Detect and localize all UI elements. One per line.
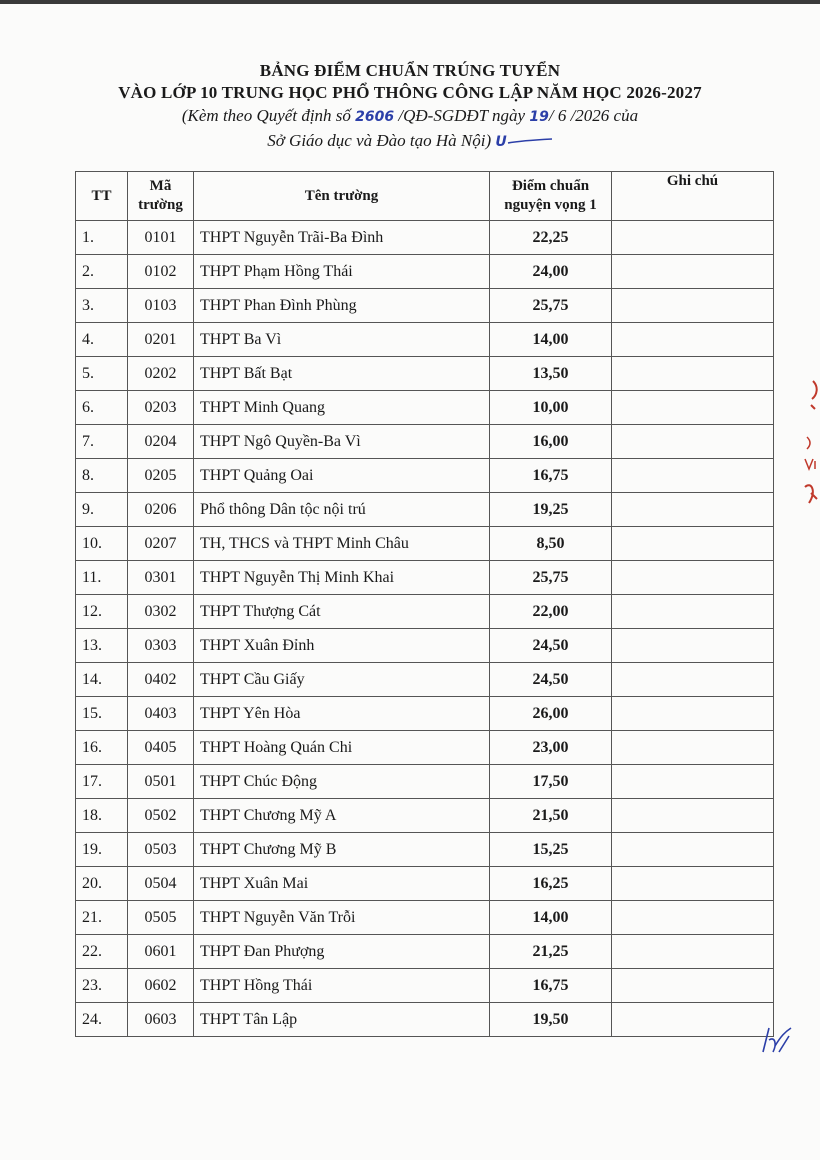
table-row	[76, 357, 774, 391]
handwritten-signature-mark: U	[495, 134, 507, 150]
table-row	[76, 765, 774, 799]
note-cell	[612, 663, 774, 697]
table-row	[76, 459, 774, 493]
cutoff-score: 14,00	[490, 323, 612, 357]
note-cell	[612, 901, 774, 935]
row-index: 19.	[76, 833, 128, 867]
row-index: 16.	[76, 731, 128, 765]
note-cell	[612, 697, 774, 731]
table-row	[76, 1003, 774, 1037]
school-code: 0303	[128, 629, 194, 663]
school-code: 0601	[128, 935, 194, 969]
school-code: 0302	[128, 595, 194, 629]
row-index: 22.	[76, 935, 128, 969]
school-name: THPT Ngô Quyền-Ba Vì	[194, 425, 490, 459]
note-cell	[612, 391, 774, 425]
row-index: 13.	[76, 629, 128, 663]
school-name: THPT Chương Mỹ A	[194, 799, 490, 833]
margin-stamp-marks	[795, 375, 820, 515]
cutoff-score: 26,00	[490, 697, 612, 731]
school-name: THPT Bất Bạt	[194, 357, 490, 391]
cutoff-score: 8,50	[490, 527, 612, 561]
note-cell	[612, 1003, 774, 1037]
school-code: 0205	[128, 459, 194, 493]
school-code: 0501	[128, 765, 194, 799]
school-name: THPT Tân Lập	[194, 1003, 490, 1037]
table-row	[76, 731, 774, 765]
row-index: 24.	[76, 1003, 128, 1037]
row-index: 8.	[76, 459, 128, 493]
cutoff-score: 23,00	[490, 731, 612, 765]
school-code: 0301	[128, 561, 194, 595]
note-cell	[612, 595, 774, 629]
row-index: 6.	[76, 391, 128, 425]
handwritten-initials-icon	[755, 1022, 795, 1058]
school-code: 0502	[128, 799, 194, 833]
row-index: 11.	[76, 561, 128, 595]
row-index: 3.	[76, 289, 128, 323]
school-code: 0403	[128, 697, 194, 731]
subtitle-issuer: Sở Giáo dục và Đào tạo Hà Nội)	[267, 131, 492, 150]
table-row	[76, 833, 774, 867]
row-index: 5.	[76, 357, 128, 391]
table-row	[76, 425, 774, 459]
table-row	[76, 527, 774, 561]
cutoff-score: 10,00	[490, 391, 612, 425]
note-cell	[612, 561, 774, 595]
table-header-row	[76, 172, 774, 221]
note-cell	[612, 493, 774, 527]
cutoff-score: 25,75	[490, 289, 612, 323]
school-code: 0103	[128, 289, 194, 323]
school-code: 0503	[128, 833, 194, 867]
cutoff-score: 16,00	[490, 425, 612, 459]
school-name: THPT Chúc Động	[194, 765, 490, 799]
header-cutoff-score: Điểm chuẩn nguyện vọng 1	[490, 172, 612, 221]
cutoff-score: 14,00	[490, 901, 612, 935]
school-name: THPT Đan Phượng	[194, 935, 490, 969]
row-index: 12.	[76, 595, 128, 629]
cutoff-score: 22,25	[490, 221, 612, 255]
note-cell	[612, 799, 774, 833]
table-row	[76, 697, 774, 731]
row-index: 23.	[76, 969, 128, 1003]
cutoff-score: 17,50	[490, 765, 612, 799]
note-cell	[612, 969, 774, 1003]
cutoff-score: 24,00	[490, 255, 612, 289]
school-name: THPT Phạm Hồng Thái	[194, 255, 490, 289]
document-header	[0, 60, 820, 154]
note-cell	[612, 323, 774, 357]
table-row	[76, 493, 774, 527]
header-tt: TT	[76, 172, 128, 221]
school-name: THPT Xuân Đỉnh	[194, 629, 490, 663]
cutoff-score: 19,50	[490, 1003, 612, 1037]
note-cell	[612, 867, 774, 901]
table-row	[76, 969, 774, 1003]
note-cell	[612, 765, 774, 799]
school-name: THPT Nguyễn Trãi-Ba Đình	[194, 221, 490, 255]
school-code: 0101	[128, 221, 194, 255]
row-index: 17.	[76, 765, 128, 799]
note-cell	[612, 731, 774, 765]
note-cell	[612, 459, 774, 493]
table-row	[76, 289, 774, 323]
school-code: 0207	[128, 527, 194, 561]
header-note: Ghi chú	[612, 172, 774, 221]
row-index: 10.	[76, 527, 128, 561]
table-row	[76, 595, 774, 629]
row-index: 21.	[76, 901, 128, 935]
table-row	[76, 561, 774, 595]
table-row	[76, 663, 774, 697]
cutoff-score: 24,50	[490, 663, 612, 697]
subtitle-part-1: (Kèm theo Quyết định số	[181, 106, 356, 125]
table-row	[76, 391, 774, 425]
cutoff-score: 21,50	[490, 799, 612, 833]
school-name: THPT Thượng Cát	[194, 595, 490, 629]
school-name: THPT Hồng Thái	[194, 969, 490, 1003]
header-school-code: Mã trường	[128, 172, 194, 221]
decision-number-handwritten: 2606	[355, 109, 395, 125]
school-name: THPT Chương Mỹ B	[194, 833, 490, 867]
row-index: 4.	[76, 323, 128, 357]
note-cell	[612, 289, 774, 323]
school-code: 0504	[128, 867, 194, 901]
cutoff-score: 15,25	[490, 833, 612, 867]
cutoff-score: 16,75	[490, 969, 612, 1003]
row-index: 20.	[76, 867, 128, 901]
cutoff-score: 13,50	[490, 357, 612, 391]
header-school-name: Tên trường	[194, 172, 490, 221]
note-cell	[612, 629, 774, 663]
school-name: THPT Minh Quang	[194, 391, 490, 425]
school-name: THPT Ba Vì	[194, 323, 490, 357]
handwritten-stroke-icon	[507, 137, 553, 147]
school-code: 0201	[128, 323, 194, 357]
subtitle-part-3: / 6 /2026 của	[548, 106, 639, 125]
school-name: THPT Hoàng Quán Chi	[194, 731, 490, 765]
table-row	[76, 629, 774, 663]
note-cell	[612, 425, 774, 459]
school-code: 0102	[128, 255, 194, 289]
subtitle-line-2	[0, 129, 820, 154]
school-name: Phổ thông Dân tộc nội trú	[194, 493, 490, 527]
note-cell	[612, 221, 774, 255]
school-name: THPT Xuân Mai	[194, 867, 490, 901]
subtitle-line-1	[0, 104, 820, 129]
cutoff-score: 25,75	[490, 561, 612, 595]
table-row	[76, 799, 774, 833]
row-index: 7.	[76, 425, 128, 459]
school-code: 0505	[128, 901, 194, 935]
school-name: THPT Cầu Giấy	[194, 663, 490, 697]
row-index: 14.	[76, 663, 128, 697]
school-name: TH, THCS và THPT Minh Châu	[194, 527, 490, 561]
note-cell	[612, 833, 774, 867]
row-index: 18.	[76, 799, 128, 833]
note-cell	[612, 527, 774, 561]
row-index: 2.	[76, 255, 128, 289]
title-line-2: VÀO LỚP 10 TRUNG HỌC PHỔ THÔNG CÔNG LẬP NĂM HỌC 2026-2027	[118, 83, 702, 102]
cutoff-score: 22,00	[490, 595, 612, 629]
row-index: 9.	[76, 493, 128, 527]
note-cell	[612, 255, 774, 289]
school-name: THPT Nguyễn Thị Minh Khai	[194, 561, 490, 595]
table-row	[76, 901, 774, 935]
admission-score-table	[75, 171, 774, 1037]
note-cell	[612, 935, 774, 969]
school-name: THPT Yên Hòa	[194, 697, 490, 731]
subtitle-part-2: /QĐ-SGDĐT ngày	[394, 106, 530, 125]
cutoff-score: 21,25	[490, 935, 612, 969]
school-code: 0402	[128, 663, 194, 697]
school-name: THPT Nguyễn Văn Trỗi	[194, 901, 490, 935]
school-name: THPT Phan Đình Phùng	[194, 289, 490, 323]
table-row	[76, 323, 774, 357]
table-row	[76, 255, 774, 289]
scan-edge	[0, 0, 820, 4]
decision-day-handwritten: 19	[529, 109, 549, 125]
school-code: 0203	[128, 391, 194, 425]
row-index: 15.	[76, 697, 128, 731]
table-row	[76, 867, 774, 901]
school-code: 0206	[128, 493, 194, 527]
cutoff-score: 16,75	[490, 459, 612, 493]
row-index: 1.	[76, 221, 128, 255]
school-code: 0603	[128, 1003, 194, 1037]
school-name: THPT Quảng Oai	[194, 459, 490, 493]
school-code: 0202	[128, 357, 194, 391]
title-line-1: BẢNG ĐIỂM CHUẨN TRÚNG TUYỂN	[259, 61, 561, 80]
school-code: 0204	[128, 425, 194, 459]
school-code: 0602	[128, 969, 194, 1003]
school-code: 0405	[128, 731, 194, 765]
cutoff-score: 16,25	[490, 867, 612, 901]
table-row	[76, 935, 774, 969]
cutoff-score: 19,25	[490, 493, 612, 527]
table-row	[76, 221, 774, 255]
cutoff-score: 24,50	[490, 629, 612, 663]
note-cell	[612, 357, 774, 391]
